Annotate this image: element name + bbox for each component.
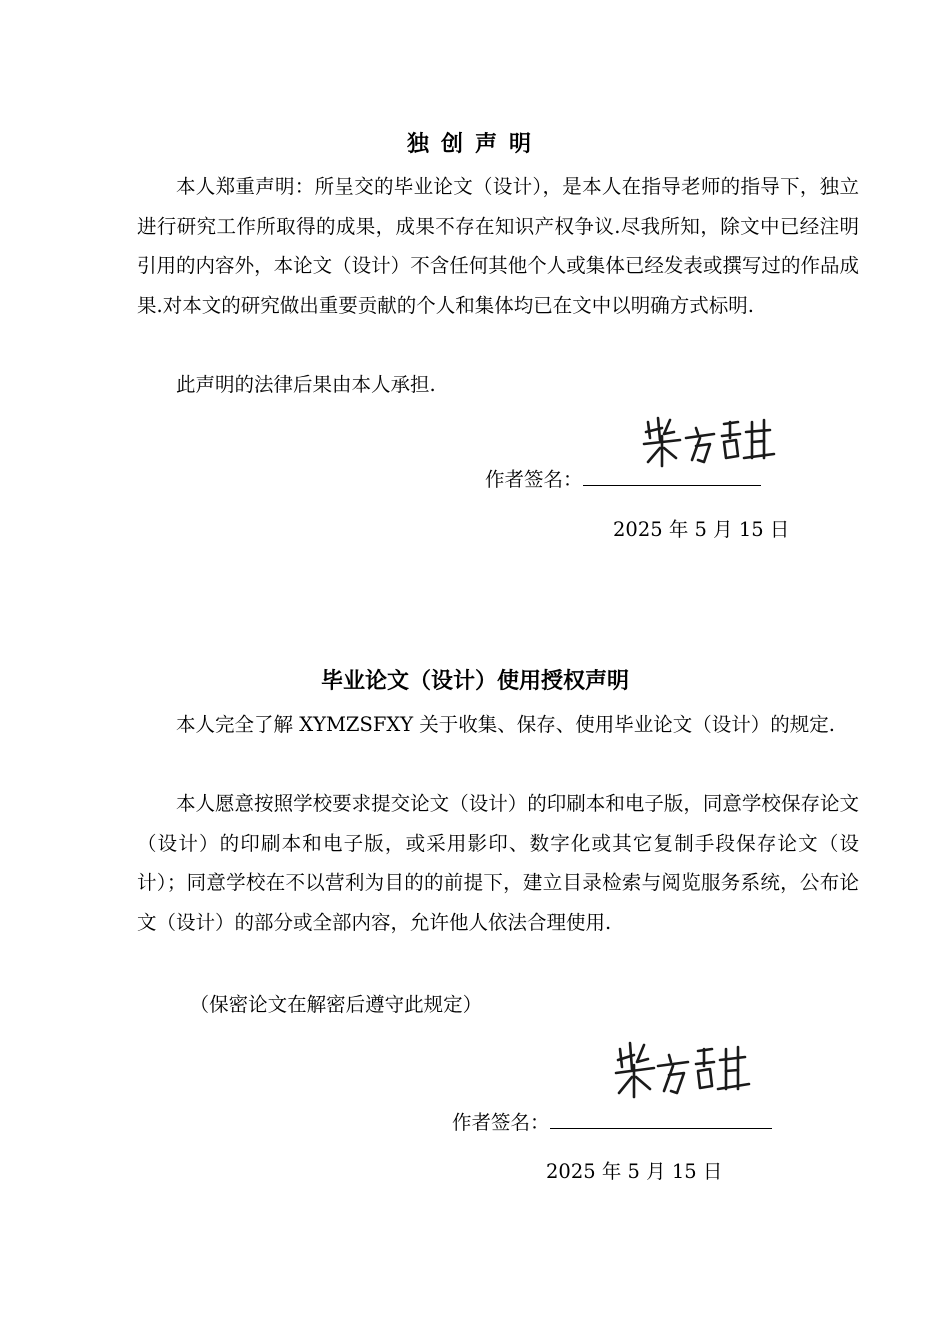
- declaration-date: 2025 年 5 月 15 日: [613, 518, 790, 541]
- declaration-paragraph-2: 此声明的法律后果由本人承担.: [176, 373, 436, 396]
- authorization-signature-label: 作者签名：: [452, 1111, 550, 1134]
- authorization-paragraph-2: 本人愿意按照学校要求提交论文（设计）的印刷本和电子版，同意学校保存论文（设计）的印刷本和电子版，或采用影印、数字化或其它复制手段保存论文（设计）；同意学校在不以营利为目的的前提下，建立目录检索与阅览服务系统，公布论文（设计）的部分或全部内容，允许他人依法合理使用.: [137, 792, 859, 934]
- authorization-date: 2025 年 5 月 15 日: [546, 1160, 723, 1183]
- declaration-signature-row: [485, 465, 761, 495]
- authorization-title: 毕业论文（设计）使用授权声明: [320, 669, 629, 694]
- authorization-paragraph-1: 本人完全了解 XYMZSFXY 关于收集、保存、使用毕业论文（设计）的规定.: [176, 713, 836, 736]
- declaration-title: 独创声明: [406, 132, 543, 157]
- author-handwritten-signature: [640, 410, 780, 470]
- declaration-signature-label: 作者签名：: [485, 468, 583, 491]
- authorization-paragraph-3: （保密论文在解密后遵守此规定）: [189, 993, 483, 1016]
- authorization-signature-line: [550, 1110, 772, 1129]
- declaration-paragraph-1: 本人郑重声明：所呈交的毕业论文（设计），是本人在指导老师的指导下，独立进行研究工作所取得的成果，成果不存在知识产权争议.尽我所知，除文中已经注明引用的内容外，本论文（设计）不含任何其他个人或集体已经发表或撰写过的作品成果.对本文的研究做出重要贡献的个人和集体均已在文中以明确方式标明.: [137, 175, 859, 317]
- authorization-signature-row: [452, 1108, 772, 1138]
- declaration-signature-line: [583, 467, 761, 486]
- author-handwritten-signature: [612, 1035, 752, 1101]
